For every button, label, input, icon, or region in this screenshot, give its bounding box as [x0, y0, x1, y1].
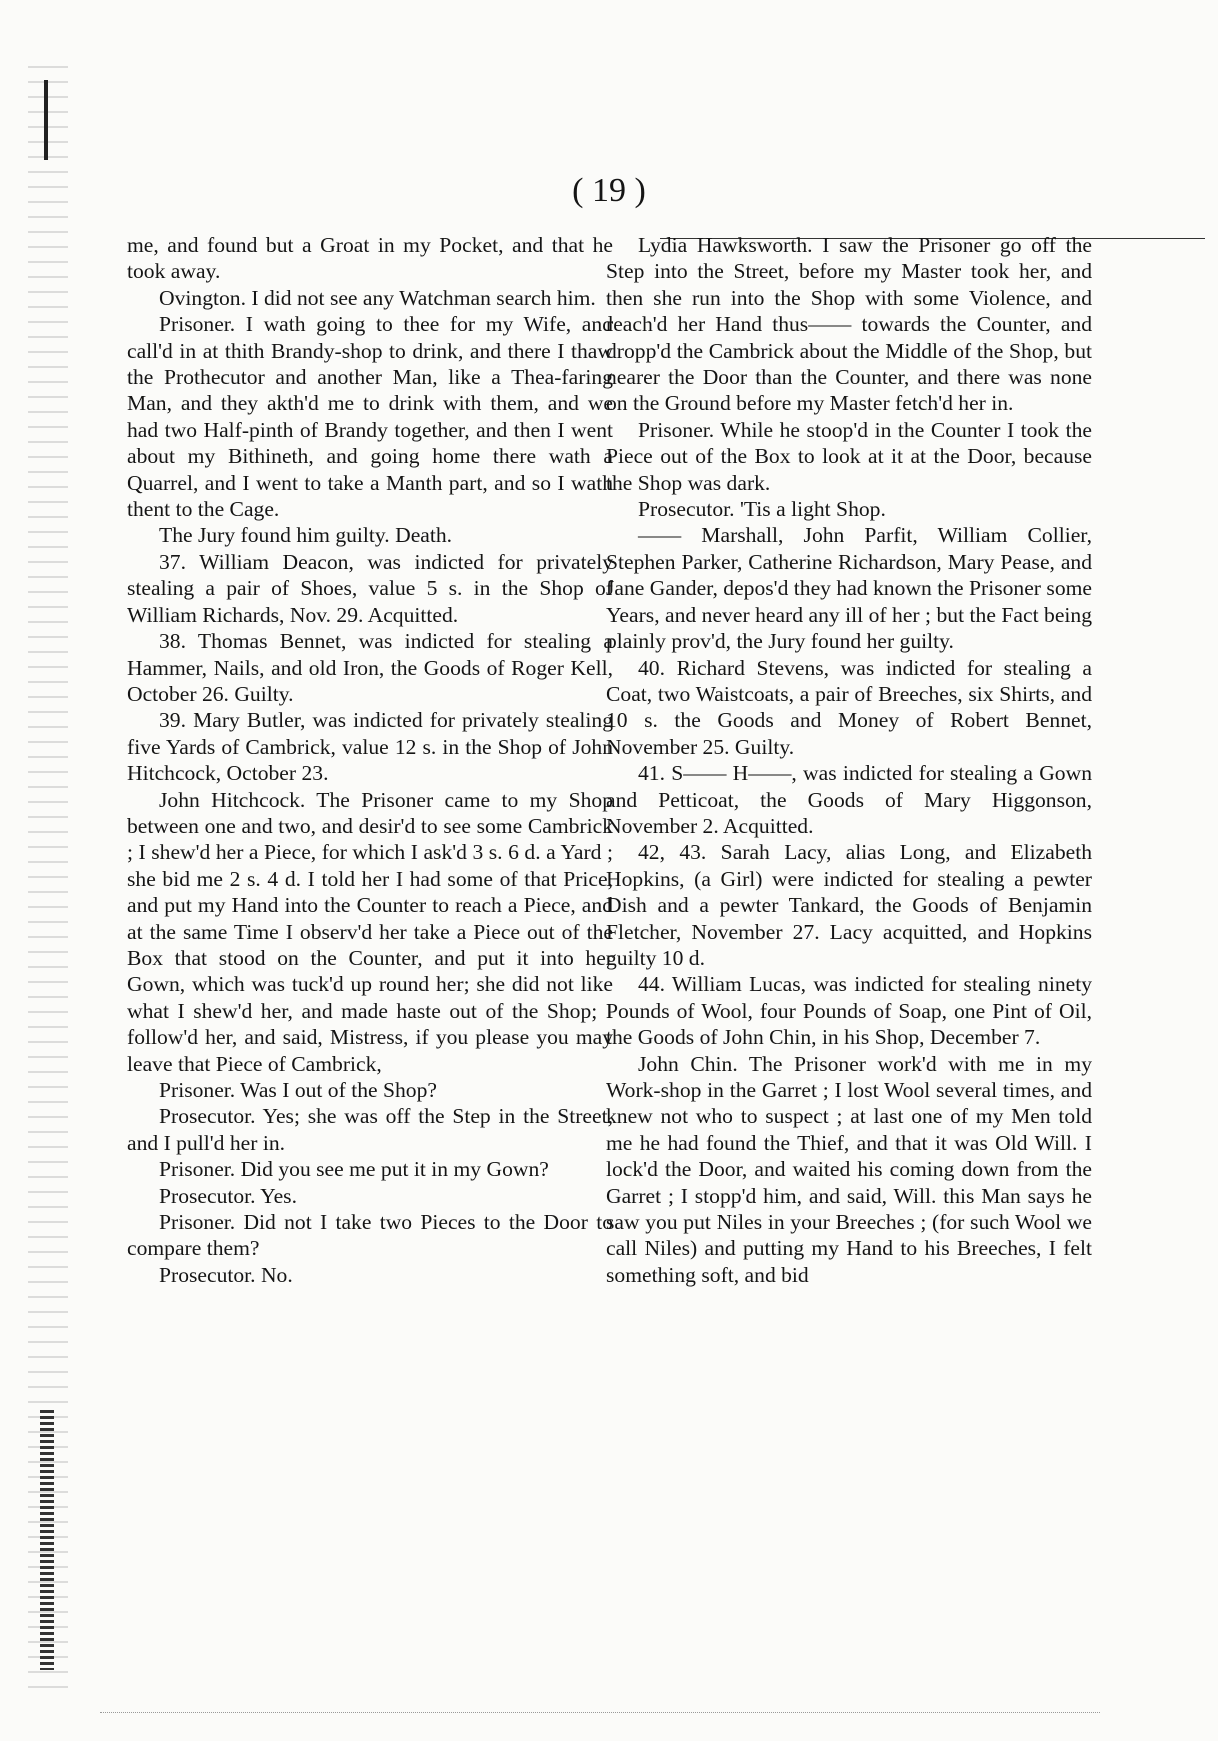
paragraph: 41. S—— H——, was indicted for stealing a Gown and Petticoat, the Goods of Mary Higgonson, November 2. Acquitted.	[606, 761, 1092, 838]
paragraph: Prosecutor. 'Tis a light Shop.	[638, 497, 886, 522]
paragraph: Prisoner. Did not I take two Pieces to the Door to compare them?	[127, 1210, 613, 1261]
paragraph: Prosecutor. Yes; she was off the Step in the Street, and I pull'd her in.	[127, 1104, 613, 1155]
paragraph: 44. William Lucas, was indicted for stealing ninety Pounds of Wool, four Pounds of Soap, one Pint of Oil, the Goods of John Chin, in his Shop, December 7.	[606, 972, 1092, 1050]
paragraph: 39. Mary Butler, was indicted for privately stealing five Yards of Cambrick, value 12 s. in the Shop of John Hitchcock, October 23.	[127, 708, 613, 786]
paragraph: John Chin. The Prisoner work'd with me in my Work-shop in the Garret ; I lost Wool several times, and knew not who to suspect ; at last one of my Men told me he had found the Thief, and that it was Old Will. I lock'd the Door, and waited his coming down from the Garret ; I stopp'd him, and said, Will. this Man says he saw you put Niles in your Breeches ; (for such Wool we call Niles) and putting my Hand to his Breeches, I felt something soft, and bid	[606, 1051, 1092, 1287]
paragraph: Prisoner. Was I out of the Shop?	[159, 1078, 437, 1102]
paragraph: Ovington. I did not see any Watchman search him.	[159, 285, 596, 310]
paragraph: Prisoner. Did you see me put it in my Gown?	[159, 1157, 549, 1182]
paragraph: 38. Thomas Bennet, was indicted for stealing a Hammer, Nails, and old Iron, the Goods of Roger Kell, October 26. Guilty.	[127, 629, 613, 706]
paragraph: —— Marshall, John Parfit, William Collier, Stephen Parker, Catherine Richardson, Mary Pease, and Jane Gander, depos'd they had known the Prisoner some Years, and never heard any ill of her ; but the Fact being plainly prov'd, the Jury found her guilty.	[606, 523, 1092, 654]
paragraph: The Jury found him guilty. Death.	[159, 523, 453, 548]
right-column	[606, 232, 1092, 1288]
paragraph: 40. Richard Stevens, was indicted for stealing a Coat, two Waistcoats, a pair of Breeches, six Shirts, and 10 s. the Goods and Money of Robert Bennet, November 25. Guilty.	[606, 655, 1092, 759]
paragraph: Prisoner. I wath going to thee for my Wife, and call'd in at thith Brandy-shop to drink, and there I thaw the Prothecutor and another Man, like a Thea-faring Man, and they akth'd me to drink with them, and we had two Half-pinth of Brandy together, and then I went about my Bithineth, and going home there wath a Quarrel, and I went to take a Manth part, and so I wath thent to the Cage.	[127, 312, 613, 522]
paragraph: Lydia Hawksworth. I saw the Prisoner go off the Step into the Street, before my Master took her, and then she run into the Shop with some Violence, and reach'd her Hand thus—— towards the Counter, and dropp'd the Cambrick about the Middle of the Shop, but nearer the Door than the Counter, and there was none on the Ground before my Master fetch'd her in.	[606, 233, 1092, 416]
left-column	[127, 232, 613, 1288]
page-number: ( 19 )	[572, 172, 646, 209]
paragraph: 37. William Deacon, was indicted for privately stealing a pair of Shoes, value 5 s. in the Shop of William Richards, Nov. 29. Acquitted.	[127, 549, 613, 627]
paragraph: Prosecutor. No.	[159, 1262, 293, 1287]
paragraph: Prosecutor. Yes.	[159, 1183, 297, 1208]
paragraph: John Hitchcock. The Prisoner came to my Shop between one and two, and desir'd to see some Cambrick ; I shew'd her a Piece, for which I ask'd 3 s. 6 d. a Yard ; she bid me 2 s. 4 d. I told her I had some of that Price, and put my Hand into the Counter to reach a Piece, and at the same Time I observ'd her take a Piece out of the Box that stood on the Counter, and put it into her Gown, which was tuck'd up round her; she did not like what I shew'd her, and made haste out of the Shop; I follow'd her, and said, Mistress, if you please you may leave that Piece of Cambrick,	[127, 787, 613, 1076]
page-bottom-edge	[100, 1712, 1100, 1714]
paragraph: me, and found but a Groat in my Pocket, and that he took away.	[127, 233, 613, 284]
binding-gutter	[28, 60, 68, 1700]
paragraph: 42, 43. Sarah Lacy, alias Long, and Elizabeth Hopkins, (a Girl) were indicted for stealing a pewter Dish and a pewter Tankard, the Goods of Benjamin Fletcher, November 27. Lacy acquitted, and Hopkins guilty 10 d.	[606, 840, 1092, 970]
paragraph: Prisoner. While he stoop'd in the Counter I took the Piece out of the Box to look at it at the Door, because the Shop was dark.	[606, 417, 1092, 495]
